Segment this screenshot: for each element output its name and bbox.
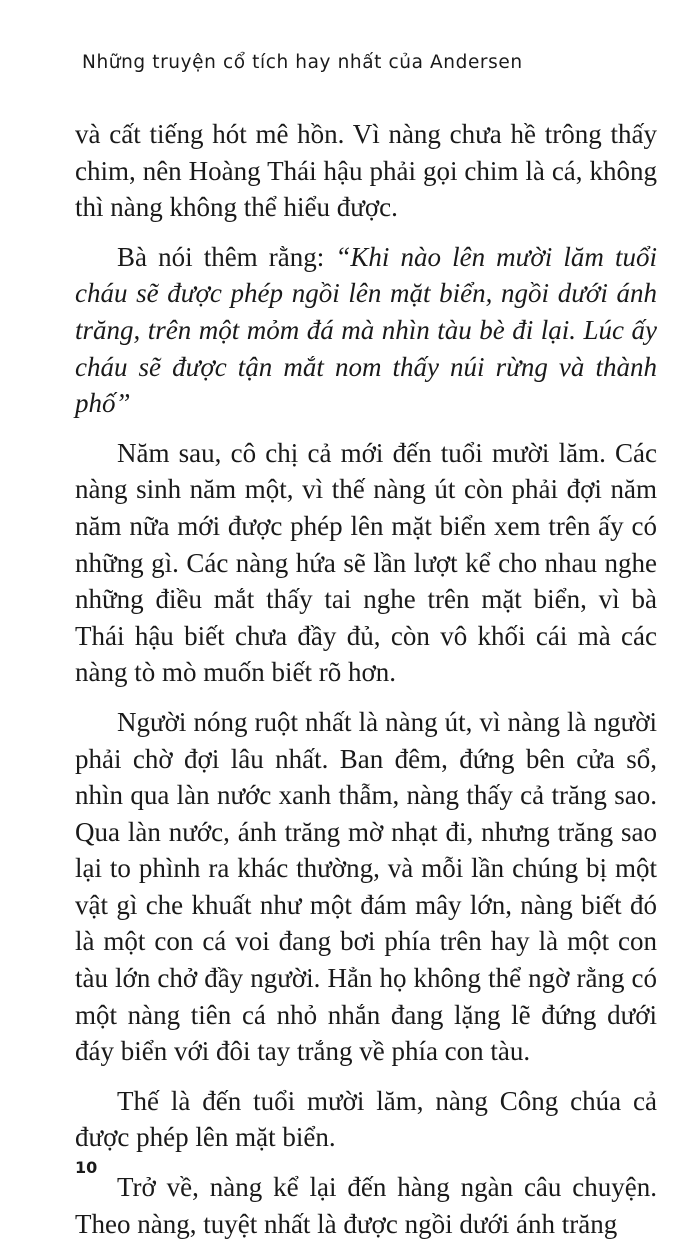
- paragraph: Năm sau, cô chị cả mới đến tuổi mười lăm. Các nàng sinh năm một, vì thế nàng út còn phải đợi năm năm nữa mới được phép lên mặt biển xem trên ấy có những gì. Các nàng hứa sẽ lần lượt kể cho nhau nghe những điều mắt thấy tai nghe trên mặt biển, vì bà Thái hậu biết chưa đầy đủ, còn vô khối cái mà các nàng tò mò muốn biết rõ hơn.: [75, 437, 657, 688]
- paragraph: Thế là đến tuổi mười lăm, nàng Công chúa cả được phép lên mặt biển.: [75, 1085, 657, 1153]
- body-text: [75, 116, 657, 1255]
- paragraph: Người nóng ruột nhất là nàng út, vì nàng là người phải chờ đợi lâu nhất. Ban đêm, đứng bên cửa sổ, nhìn qua làn nước xanh thẫm, nàng thấy cả trăng sao. Qua làn nước, ánh trăng mờ nhạt đi, nhưng trăng sao lại to phình ra khác thường, và mỗi lần chúng bị một vật gì che khuất như một đám mây lớn, nàng biết đó là một con cá voi đang bơi phía trên hay là một con tàu lớn chở đầy người. Hẳn họ không thể ngờ rằng có một nàng tiên cá nhỏ nhắn đang lặng lẽ đứng dưới đáy biển với đôi tay trắng về phía con tàu.: [75, 706, 657, 1067]
- quote-text: “Khi nào lên mười lăm tuổi cháu sẽ được phép ngồi lên mặt biển, ngồi dưới ánh trăng, trên một mỏm đá mà nhìn tàu bè đi lại. Lúc ấy cháu sẽ được tận mắt nom thấy núi rừng và thành phố”: [75, 241, 657, 419]
- running-head: Những truyện cổ tích hay nhất của Andersen: [82, 52, 523, 73]
- page-number: 10: [75, 1158, 98, 1177]
- paragraph: Trở về, nàng kể lại đến hàng ngàn câu chuyện. Theo nàng, tuyệt nhất là được ngồi dưới ánh trăng: [75, 1172, 657, 1239]
- paragraph-continued: và cất tiếng hót mê hồn. Vì nàng chưa hề trông thấy chim, nên Hoàng Thái hậu phải gọi chim là cá, không thì nàng không thể hiểu được.: [75, 119, 657, 223]
- quote-lead: Bà nói thêm rằng:: [117, 241, 336, 272]
- paragraph-quote: [75, 239, 657, 422]
